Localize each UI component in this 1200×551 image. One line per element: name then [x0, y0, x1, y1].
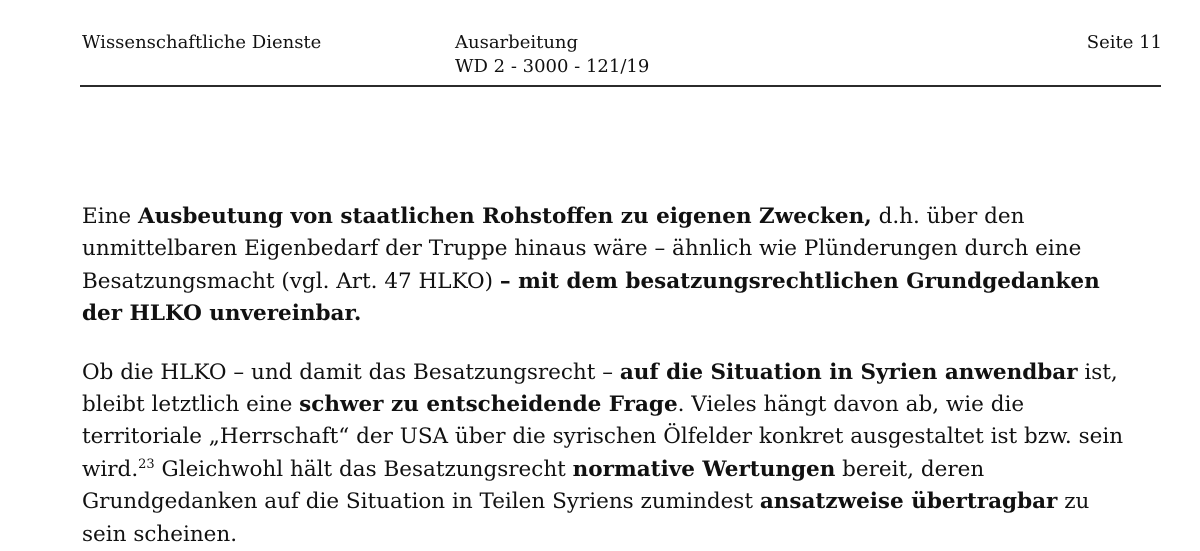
- body-text: zu sein scheinen.: [82, 489, 1090, 547]
- body-text: d.h. über den unmittelbaren Eigenbedarf der Truppe hinaus wäre – ähnlich wie Plünderungen durch eine Besatzungsmacht (vgl. Art. 47 HLKO): [82, 204, 1082, 294]
- emphasis-text: schwer zu entscheidende Frage: [299, 392, 678, 418]
- emphasis-text: normative Wertungen: [572, 456, 836, 482]
- body-text: . Vieles hängt davon ab, wie die territoriale „Herrschaft“ der USA über die syrischen Ölfelder konkret ausgestaltet ist bzw. sein wird.: [82, 392, 1124, 482]
- emphasis-text: – mit dem besatzungsrechtlichen Grundgedanken der HLKO unvereinbar.: [82, 268, 1100, 327]
- document-header: [82, 31, 1162, 81]
- paragraph-exploitation: [82, 201, 1134, 331]
- footnote-ref: 23: [138, 456, 155, 472]
- body-text: Gleichwohl hält das Besatzungsrecht: [154, 456, 573, 482]
- header-doc-info: [455, 31, 649, 79]
- body-text: Ob die HLKO – und damit das Besatzungsrecht –: [82, 359, 620, 385]
- header-organization: Wissenschaftliche Dienste: [82, 32, 322, 53]
- document-body: [82, 201, 1134, 551]
- emphasis-text: auf die Situation in Syrien anwendbar: [619, 359, 1078, 385]
- emphasis-text: Ausbeutung von staatlichen Rohstoffen zu eigenen Zwecken,: [137, 204, 872, 229]
- body-text: ist, bleibt letztlich eine: [82, 359, 1118, 418]
- header-divider: [80, 85, 1161, 87]
- header-page-number: Seite 11: [1086, 32, 1162, 53]
- body-text: bereit, deren Grundgedanken auf die Situation in Teilen Syriens zumindest: [82, 456, 985, 515]
- header-doc-number: WD 2 - 3000 - 121/19: [455, 56, 650, 77]
- body-text: Eine: [82, 204, 138, 229]
- header-doc-type: Ausarbeitung: [455, 32, 579, 53]
- emphasis-text: ansatzweise übertragbar: [759, 489, 1058, 515]
- paragraph-applicability: [82, 357, 1134, 551]
